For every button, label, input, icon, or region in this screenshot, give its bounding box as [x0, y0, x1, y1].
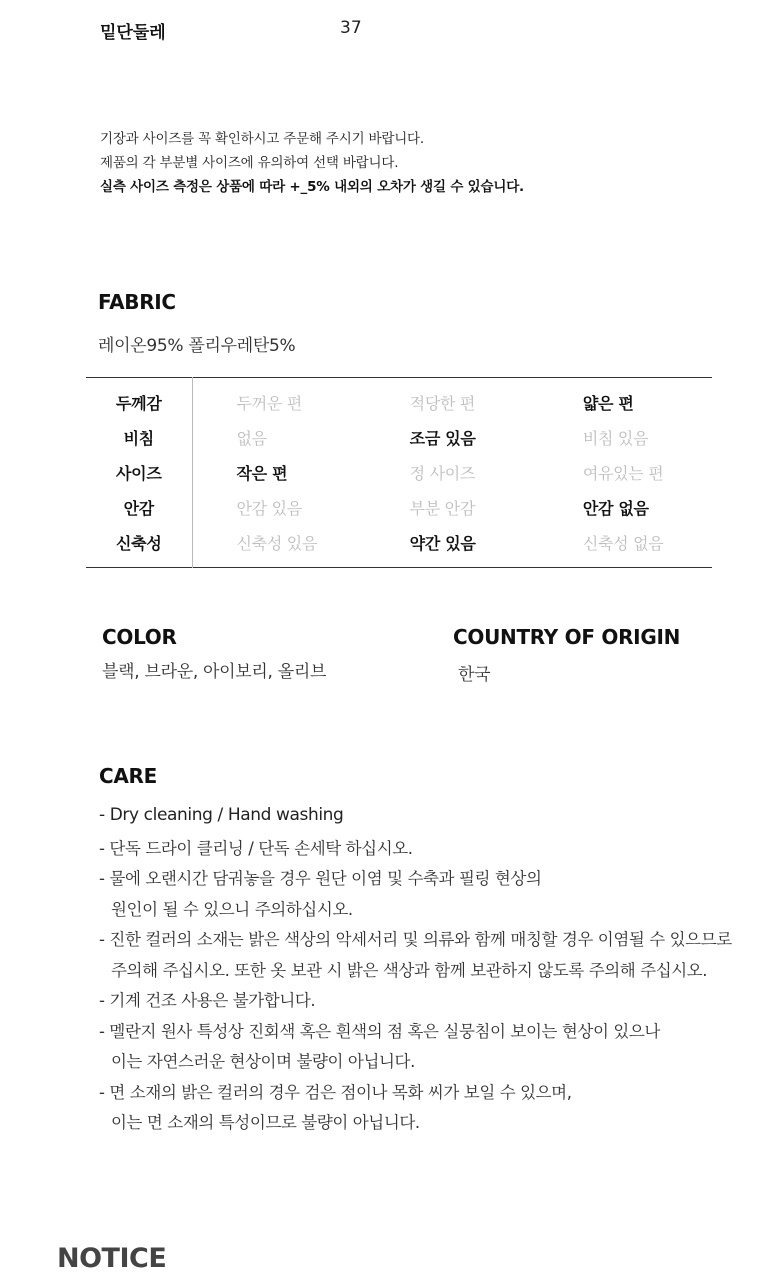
spec-row [86, 490, 712, 525]
care-line: - Dry cleaning / Hand washing [99, 805, 344, 825]
spec-row [86, 420, 712, 455]
color-value: 블랙, 브라운, 아이보리, 올리브 [102, 662, 327, 682]
spec-option-selected: 작은 편 [236, 464, 288, 483]
notice-heading: NOTICE [57, 1243, 167, 1274]
size-note-1: 기장과 사이즈를 꼭 확인하시고 주문해 주시기 바랍니다. [100, 131, 424, 147]
spec-label: 두께감 [86, 378, 192, 421]
spec-table [86, 377, 712, 568]
spec-option: 부분 안감 [409, 499, 476, 518]
spec-option: 두꺼운 편 [236, 394, 302, 413]
spec-row [86, 378, 712, 421]
care-line: - 멜란지 원사 특성상 진회색 혹은 흰색의 점 혹은 실뭉침이 보이는 현상이 있으나 [99, 1022, 660, 1041]
size-note-3: 실측 사이즈 측정은 상품에 따라 +_5% 내외의 오차가 생길 수 있습니다. [100, 179, 524, 195]
care-line: 원인이 될 수 있으니 주의하십시오. [111, 900, 353, 919]
care-line: 이는 자연스러운 현상이며 불량이 아닙니다. [111, 1052, 415, 1071]
fabric-heading: FABRIC [98, 290, 176, 314]
care-line: - 기계 건조 사용은 불가합니다. [99, 991, 316, 1010]
fabric-value: 레이온95% 폴리우레탄5% [98, 336, 296, 356]
spec-option: 정 사이즈 [409, 464, 476, 483]
spec-label: 사이즈 [86, 455, 192, 490]
spec-option: 신축성 없음 [582, 534, 664, 553]
care-line: - 단독 드라이 클리닝 / 단독 손세탁 하십시오. [99, 839, 413, 858]
care-line: - 진한 컬러의 소재는 밝은 색상의 악세서리 및 의류와 함께 매칭할 경우 이염될 수 있으므로 [99, 930, 732, 949]
spec-label: 안감 [86, 490, 192, 525]
spec-option-selected: 약간 있음 [409, 534, 476, 553]
care-heading: CARE [99, 764, 158, 788]
measure-label: 밑단둘레 [100, 23, 166, 43]
measure-value: 37 [340, 18, 362, 38]
spec-label: 신축성 [86, 525, 192, 568]
spec-row [86, 455, 712, 490]
care-line: - 면 소재의 밝은 컬러의 경우 검은 점이나 목화 씨가 보일 수 있으며, [99, 1083, 572, 1102]
care-line: - 물에 오랜시간 담궈놓을 경우 원단 이염 및 수축과 필링 현상의 [99, 869, 542, 888]
care-line: 주의해 주십시오. 또한 옷 보관 시 밝은 색상과 함께 보관하지 않도록 주의해 주십시오. [111, 961, 708, 980]
spec-row [86, 525, 712, 568]
color-heading: COLOR [102, 625, 177, 649]
spec-option: 적당한 편 [409, 394, 476, 413]
spec-label: 비침 [86, 420, 192, 455]
spec-option: 없음 [236, 429, 267, 448]
spec-option: 비침 있음 [582, 429, 649, 448]
spec-option: 신축성 있음 [236, 534, 318, 553]
spec-option-selected: 조금 있음 [409, 429, 476, 448]
spec-option-selected: 안감 없음 [582, 499, 649, 518]
care-line: 이는 면 소재의 특성이므로 불량이 아닙니다. [111, 1113, 420, 1132]
spec-option-selected: 얇은 편 [582, 394, 634, 413]
origin-heading: COUNTRY OF ORIGIN [453, 625, 681, 649]
size-note-2: 제품의 각 부분별 사이즈에 유의하여 선택 바랍니다. [100, 155, 399, 171]
origin-value: 한국 [458, 665, 491, 685]
spec-option: 안감 있음 [236, 499, 302, 518]
spec-option: 여유있는 편 [582, 464, 664, 483]
